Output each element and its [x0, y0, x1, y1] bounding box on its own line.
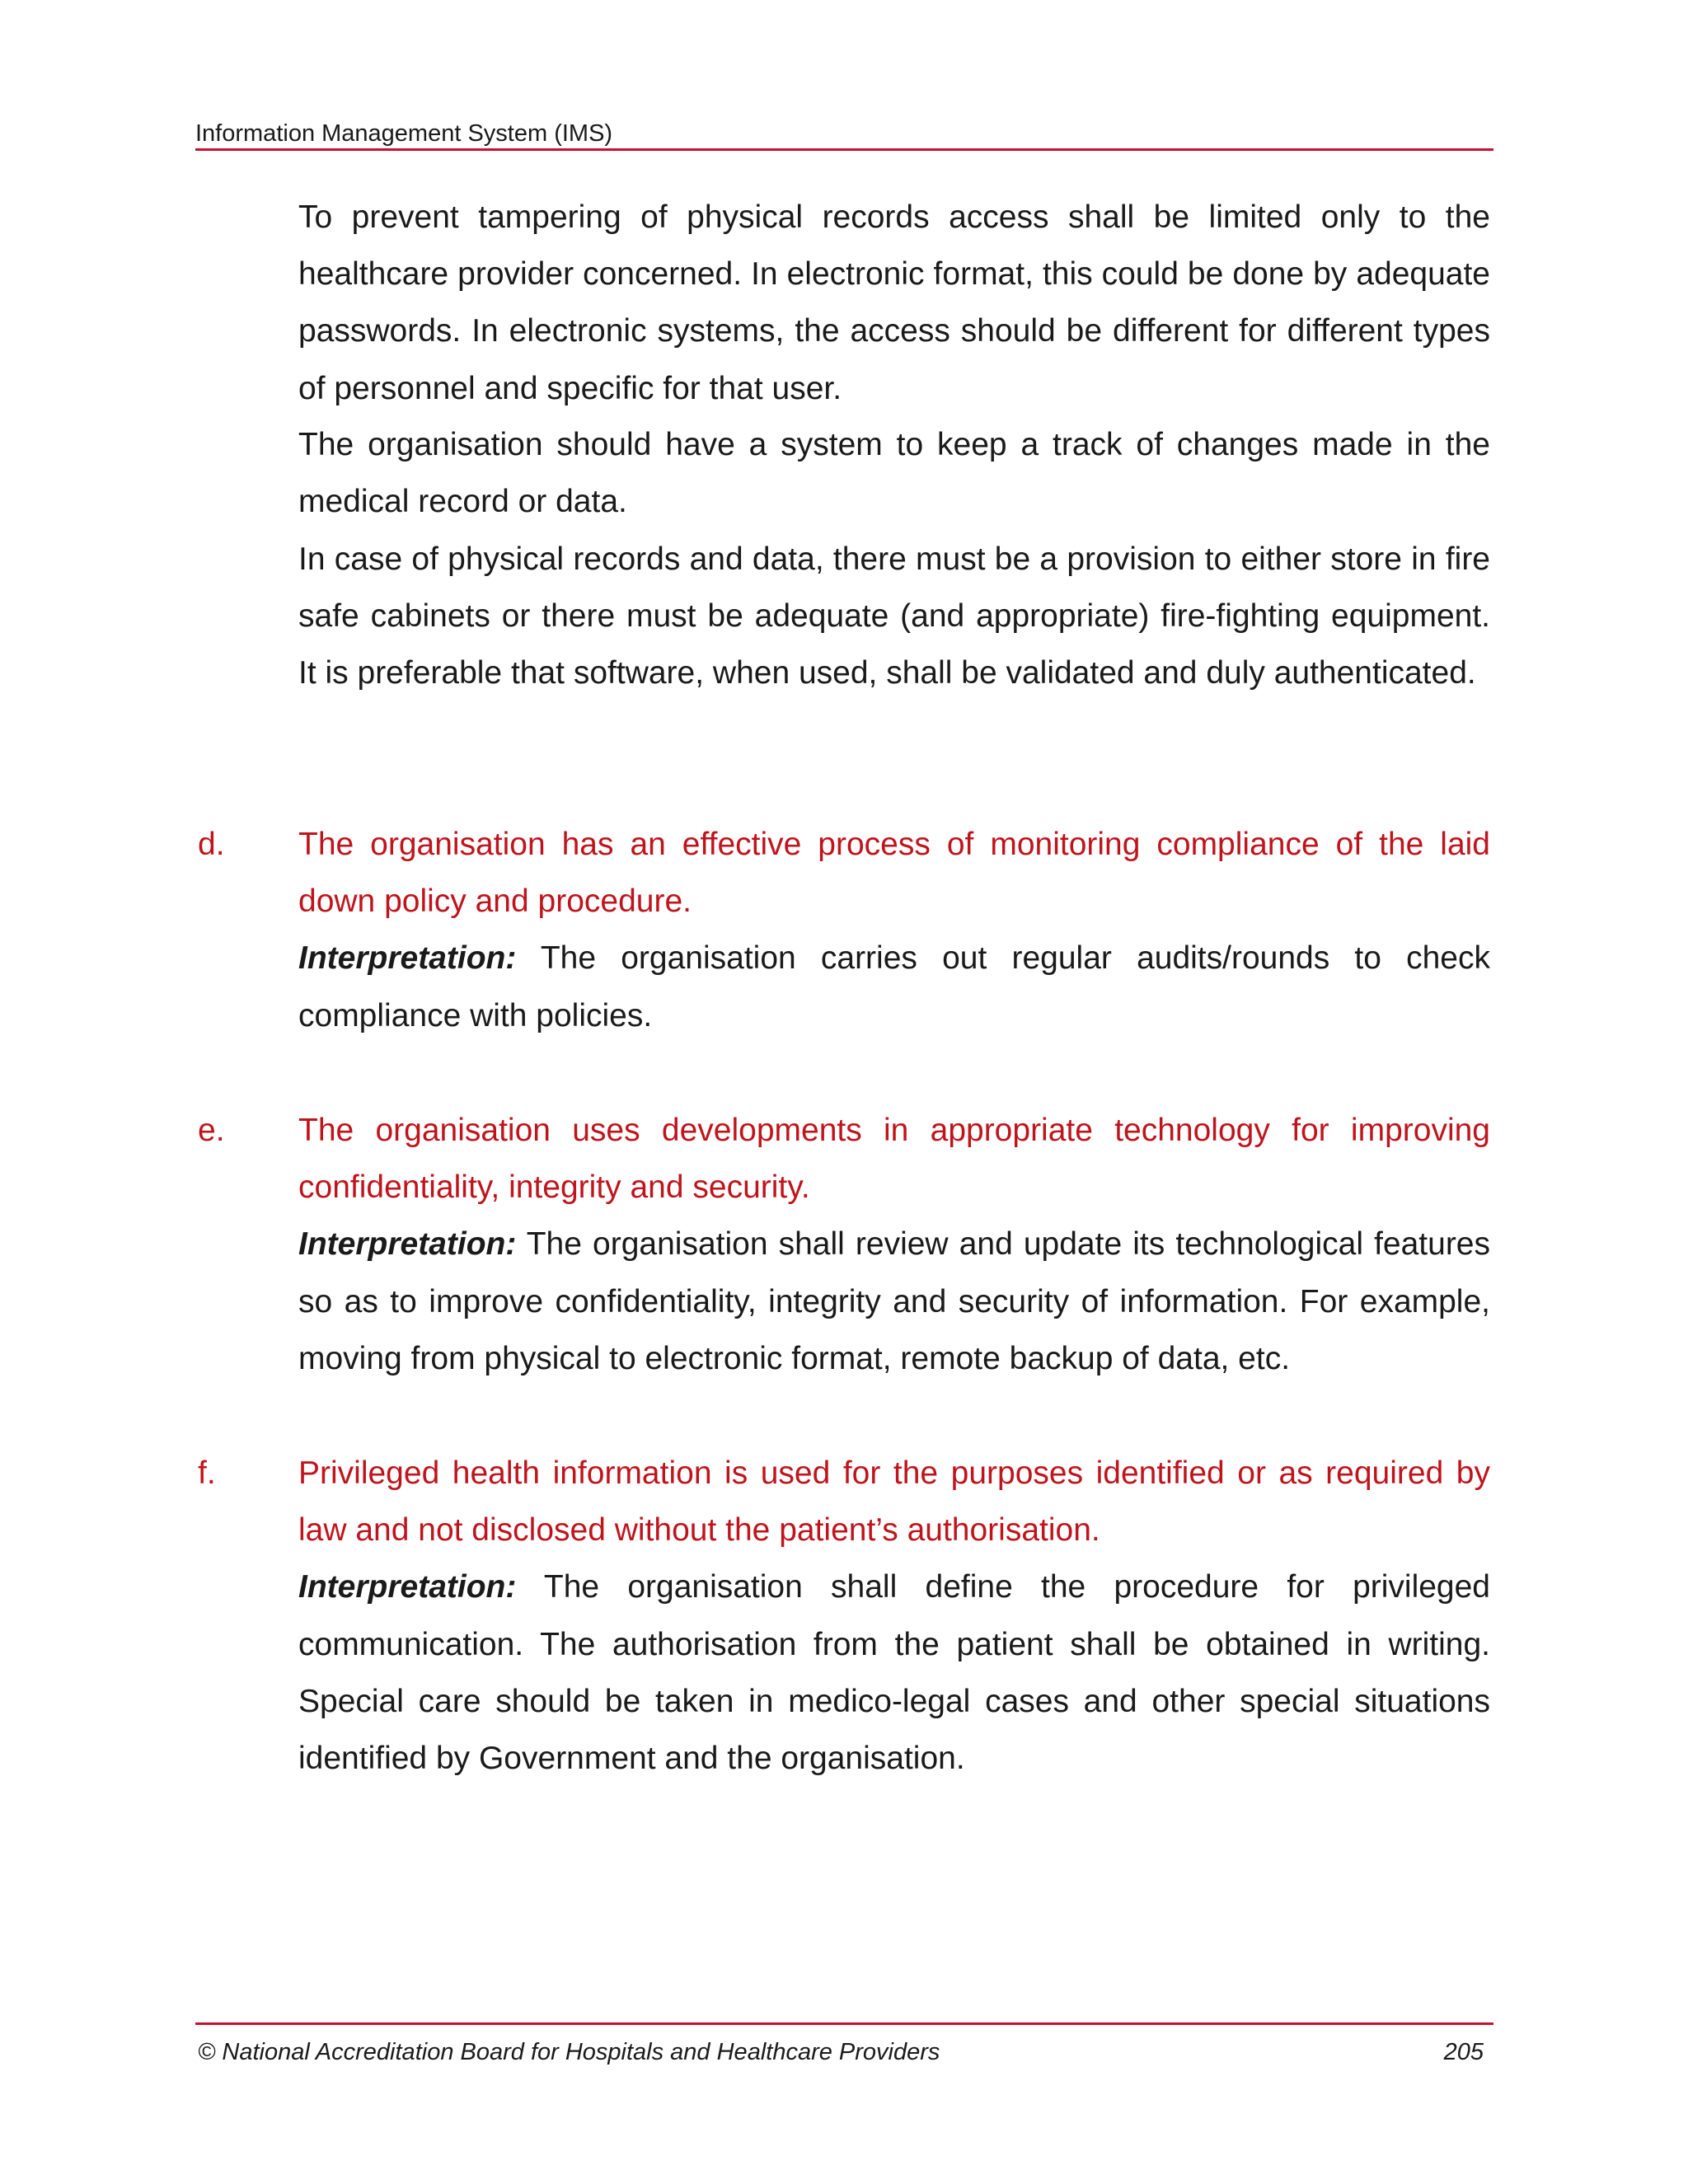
footer-divider	[195, 2022, 1493, 2025]
footer-page-number: 205	[1443, 2039, 1484, 2065]
paragraph-change-tracking: The organisation should have a system to keep a track of changes made in the medical record or data.	[298, 427, 1490, 520]
item-f-interpretation-label: Interpretation:	[298, 1569, 517, 1605]
item-d-criterion: The organisation has an effective process of monitoring compliance of the laid down policy and procedure.	[298, 827, 1490, 920]
item-letter-f: f.	[198, 1455, 216, 1491]
footer-copyright: © National Accreditation Board for Hospitals and Healthcare Providers	[198, 2039, 940, 2065]
item-d-interpretation-label: Interpretation:	[298, 940, 517, 977]
item-e-interpretation-label: Interpretation:	[298, 1226, 517, 1263]
item-e-interpretation: The organisation shall review and update its technological features so as to improve confidentiality, integrity and security of information. For example, moving from physical to electronic format, remote backup of data, etc.	[298, 1226, 1490, 1376]
item-d-interpretation: The organisation carries out regular audits/rounds to check compliance with policies.	[298, 940, 1490, 1033]
item-letter-d: d.	[198, 827, 225, 862]
item-f-interpretation: The organisation shall define the procedure for privileged communication. The authorisation from the patient shall be obtained in writing. Special care should be taken in medico-legal cases and other special situations identified by Government and the organisation.	[298, 1569, 1490, 1777]
item-f-criterion: Privileged health information is used for the purposes identified or as required by law and not disclosed without the patient’s authorisation.	[298, 1455, 1490, 1549]
item-f-block	[298, 1445, 1490, 1787]
header-divider	[195, 148, 1493, 151]
item-e-criterion: The organisation uses developments in appropriate technology for improving confidentiality, integrity and security.	[298, 1113, 1490, 1206]
item-letter-e: e.	[198, 1113, 225, 1148]
paragraph-access-limitation: To prevent tampering of physical records access shall be limited only to the healthcare provider concerned. In electronic format, this could be done by adequate passwords. In electronic systems, the access should be different for different types of personnel and specific for that user.	[298, 199, 1490, 406]
paragraph-fire-safety: In case of physical records and data, there must be a provision to either store in fire safe cabinets or there must be adequate (and appropriate) fire-fighting equipment. It is preferable that software, when used, shall be validated and duly authenticated.	[298, 541, 1490, 691]
item-e-block	[298, 1102, 1490, 1387]
page-header-title: Information Management System (IMS)	[195, 120, 613, 147]
item-d-block	[298, 816, 1490, 1044]
